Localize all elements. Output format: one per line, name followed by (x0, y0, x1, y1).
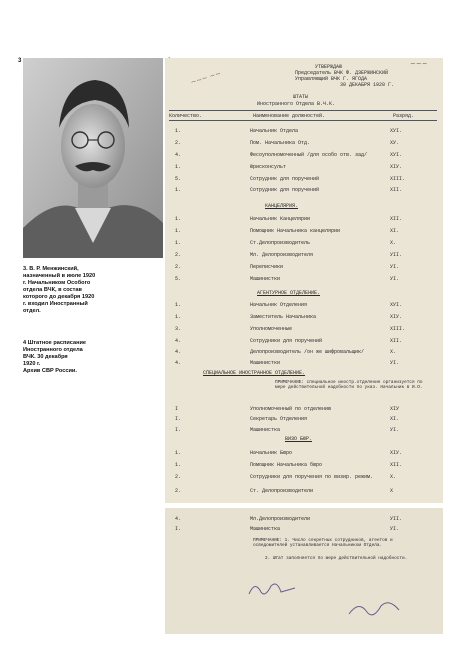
table-row: I. Машинистка УI. (175, 526, 400, 532)
portrait-photo (23, 58, 163, 258)
table-row: 5. Машинистки УI. (175, 276, 400, 282)
table-row: 1. Заместитель Начальника ХIУ. (175, 314, 403, 320)
approval-line: Управляющий ВЧК Г. ЯГОДА (295, 76, 368, 82)
note-staffing: 2. Штат заполняется по мере действительной надобности. (265, 556, 408, 561)
table-row: I Уполномоченный по отделению ХIУ (175, 406, 400, 412)
table-row: 1. Начальник Бюро ХIУ. (175, 450, 403, 456)
handwritten-notes: ~~~ ~~ (189, 69, 223, 87)
note-agents: ПРИМЕЧАНИЕ: 1. Число секретных сотрудников, агентов и осведомителей устанавливается Начальником Отдела. (253, 538, 393, 548)
approval-line: Председатель ВЧК Ф. ДЗЕРЖИНСКИЙ (295, 70, 389, 76)
section-chancellery: КАНЦЕЛЯРИЯ. (265, 203, 299, 209)
document-title: ШТАТЫ (293, 94, 309, 100)
table-row: 5. Сотрудник для поручений ХIII. (175, 176, 406, 182)
section-agency: АГЕНТУРНОЕ ОТДЕЛЕНИЕ. (257, 290, 321, 296)
table-row: 1. Начальник Отдела ХУI. (175, 128, 403, 134)
document-subtitle: Иностранного Отдела В.Ч.К. (257, 101, 336, 107)
table-row: 1. Помощник Начальника бюро ХII. (175, 462, 403, 468)
table-row: 2. Ст. Делопроизводители Х (175, 488, 394, 494)
document-caption-line: ВЧК. 30 декабря (23, 354, 68, 360)
document-caption-line: Иностранного отдела (23, 347, 83, 353)
approval-line: УТВЕРЖДАЮ (315, 64, 343, 70)
table-row: 1. Юрисконсульт ХIУ. (175, 164, 403, 170)
note-special: ПРИМЕЧАНИЕ: специальное иностр.отделение организуется по мере действительной надобности по указ. Начальник в И.О. (275, 380, 423, 390)
table-row: 4. Делопроизводитель /он же шифровальщик/ Х. (175, 349, 397, 355)
table-row: 1. Начальник Отделения ХУI. (175, 302, 403, 308)
signature (345, 596, 405, 622)
staff-schedule-document (165, 58, 443, 503)
document-caption-line: Архив СВР России. (23, 368, 77, 374)
column-header-position: Наименование должностей. (253, 113, 326, 119)
document-caption (23, 340, 98, 375)
table-row: I. Машинистка УI. (175, 427, 400, 433)
section-special: СПЕЦИАЛЬНОЕ ИНОСТРАННОЕ ОТДЕЛЕНИЕ. (203, 370, 306, 376)
column-header-quantity: Количество. (169, 113, 203, 119)
table-row: 2. Пом. Начальника Отд. ХУ. (175, 140, 400, 146)
document-caption-line: 4 Штатное расписание (23, 340, 87, 346)
table-row: 1. Помощник Начальника канцелярии ХI. (175, 228, 400, 234)
table-rule (169, 110, 437, 111)
portrait-caption: 3. В. Р. Менжинский, назначенный в июле 1920 г. Начальником Особого отдела ВЧК, в состав которого до декабря 1920 г. входил Иностранный отдел. (23, 266, 96, 314)
table-row: 1. Начальник Канцелярии ХII. (175, 216, 403, 222)
approval-line: 30 ДЕКАБРЯ 1920 Г. (340, 82, 395, 88)
table-row: 2. Мл. Делопроизводителя УII. (175, 252, 403, 258)
figure-number-3: 3 (18, 58, 22, 64)
table-row: 4. Машинистки УI. (175, 360, 400, 366)
staff-schedule-continuation (165, 508, 443, 634)
signature (245, 578, 305, 600)
table-rule (169, 120, 437, 121)
table-row: 1. Сотрудник для поручений ХII. (175, 187, 403, 193)
table-row: 1. Ст.Делопроизводитель Х. (175, 240, 397, 246)
section-visa-bureau: ВИЗО БЮР. (285, 436, 313, 442)
table-row: 2. Сотрудники для поручения по визир. режим. Х. (175, 474, 397, 480)
document-caption-line: 1920 г. (23, 361, 41, 367)
table-row: I. Секретарь Отделения ХI. (175, 416, 400, 422)
table-row: 4. Фесоуполномоченный /для особо отв. зад/ ХУI. (175, 152, 403, 158)
table-row: 2. Переписчики УI. (175, 264, 400, 270)
table-row: 4. Мл.Делопроизводители УII. (175, 516, 403, 522)
handwritten-mark: ~~~ (410, 60, 428, 68)
table-row: 4. Сотрудники для поручений ХII. (175, 338, 403, 344)
table-row: 3. Уполномоченные ХIII. (175, 326, 406, 332)
column-header-grade: Разряд. (393, 113, 415, 119)
